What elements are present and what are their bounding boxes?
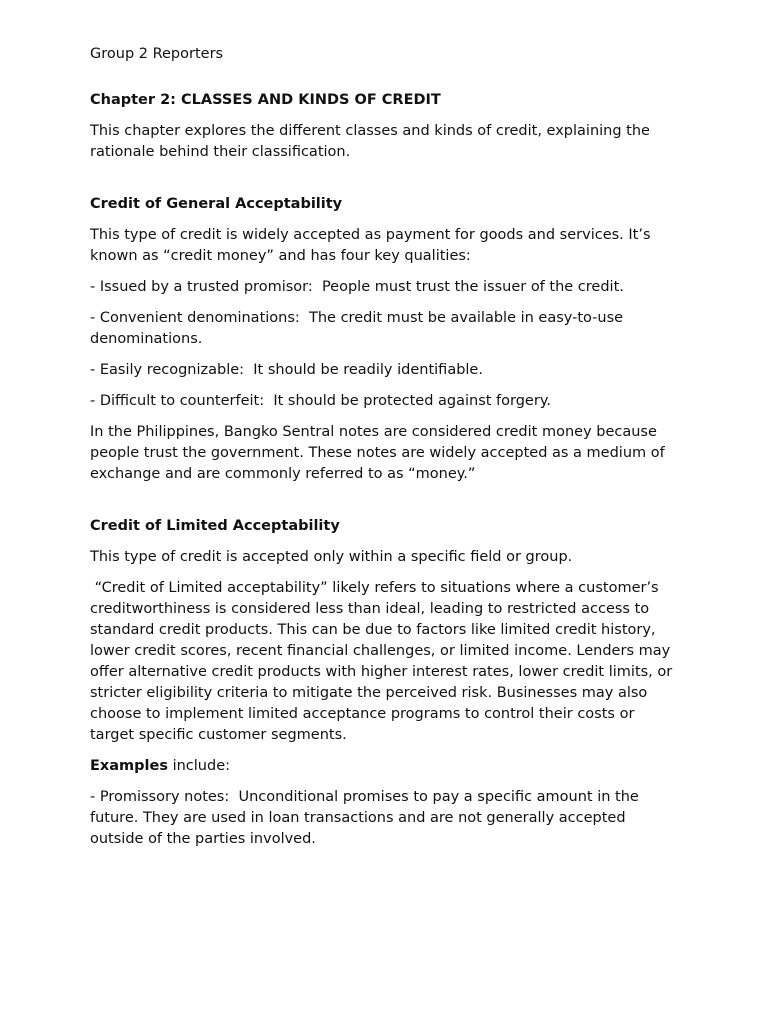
example-item-promissory-notes: - Promissory notes: Unconditional promises to pay a specific amount in the future. They are used in loan transactions and are not generally accepted outside of the parties involved. [90, 789, 644, 847]
examples-suffix: include: [167, 758, 230, 774]
document-body [90, 44, 682, 860]
quality-item-counterfeit: - Difficult to counterfeit: It should be protected against forgery. [90, 393, 551, 409]
section-limited-explanation: “Credit of Limited acceptability” likely refers to situations where a customer’s creditworthiness is considered less than ideal, leading to restricted access to standard credit products. This can be due to factors like limited credit history, lower credit scores, recent financial challenges, or limited income. Lenders may offer alternative credit products with higher interest rates, lower credit limits, or stricter eligibility criteria to mitigate the perceived risk. Businesses may also choose to implement limited acceptance programs to control their costs or target specific customer segments. [90, 580, 677, 743]
section-general-closing: In the Philippines, Bangko Sentral notes are considered credit money because people trust the government. These notes are widely accepted as a medium of exchange and are commonly referred to as “money.” [90, 424, 665, 482]
quality-item-denominations: - Convenient denominations: The credit must be available in easy-to-use denominations. [90, 310, 628, 347]
section-general-intro: This type of credit is widely accepted as payment for goods and services. It’s known as “credit money” and has four key qualities: [90, 227, 651, 264]
document-header: Group 2 Reporters [90, 46, 224, 62]
section-heading-general: Credit of General Acceptability [90, 196, 343, 212]
chapter-title: Chapter 2: CLASSES AND KINDS OF CREDIT [90, 92, 441, 108]
examples-label: Examples [90, 758, 168, 774]
quality-item-recognizable: - Easily recognizable: It should be readily identifiable. [90, 362, 483, 378]
section-heading-limited: Credit of Limited Acceptability [90, 518, 340, 534]
examples-line [90, 756, 682, 777]
section-spacer [90, 495, 682, 516]
chapter-intro: This chapter explores the different classes and kinds of credit, explaining the rationale behind their classification. [90, 123, 650, 160]
quality-item-trusted-promisor: - Issued by a trusted promisor: People must trust the issuer of the credit. [90, 279, 624, 295]
section-spacer [90, 173, 682, 194]
section-limited-intro: This type of credit is accepted only within a specific field or group. [90, 549, 573, 565]
